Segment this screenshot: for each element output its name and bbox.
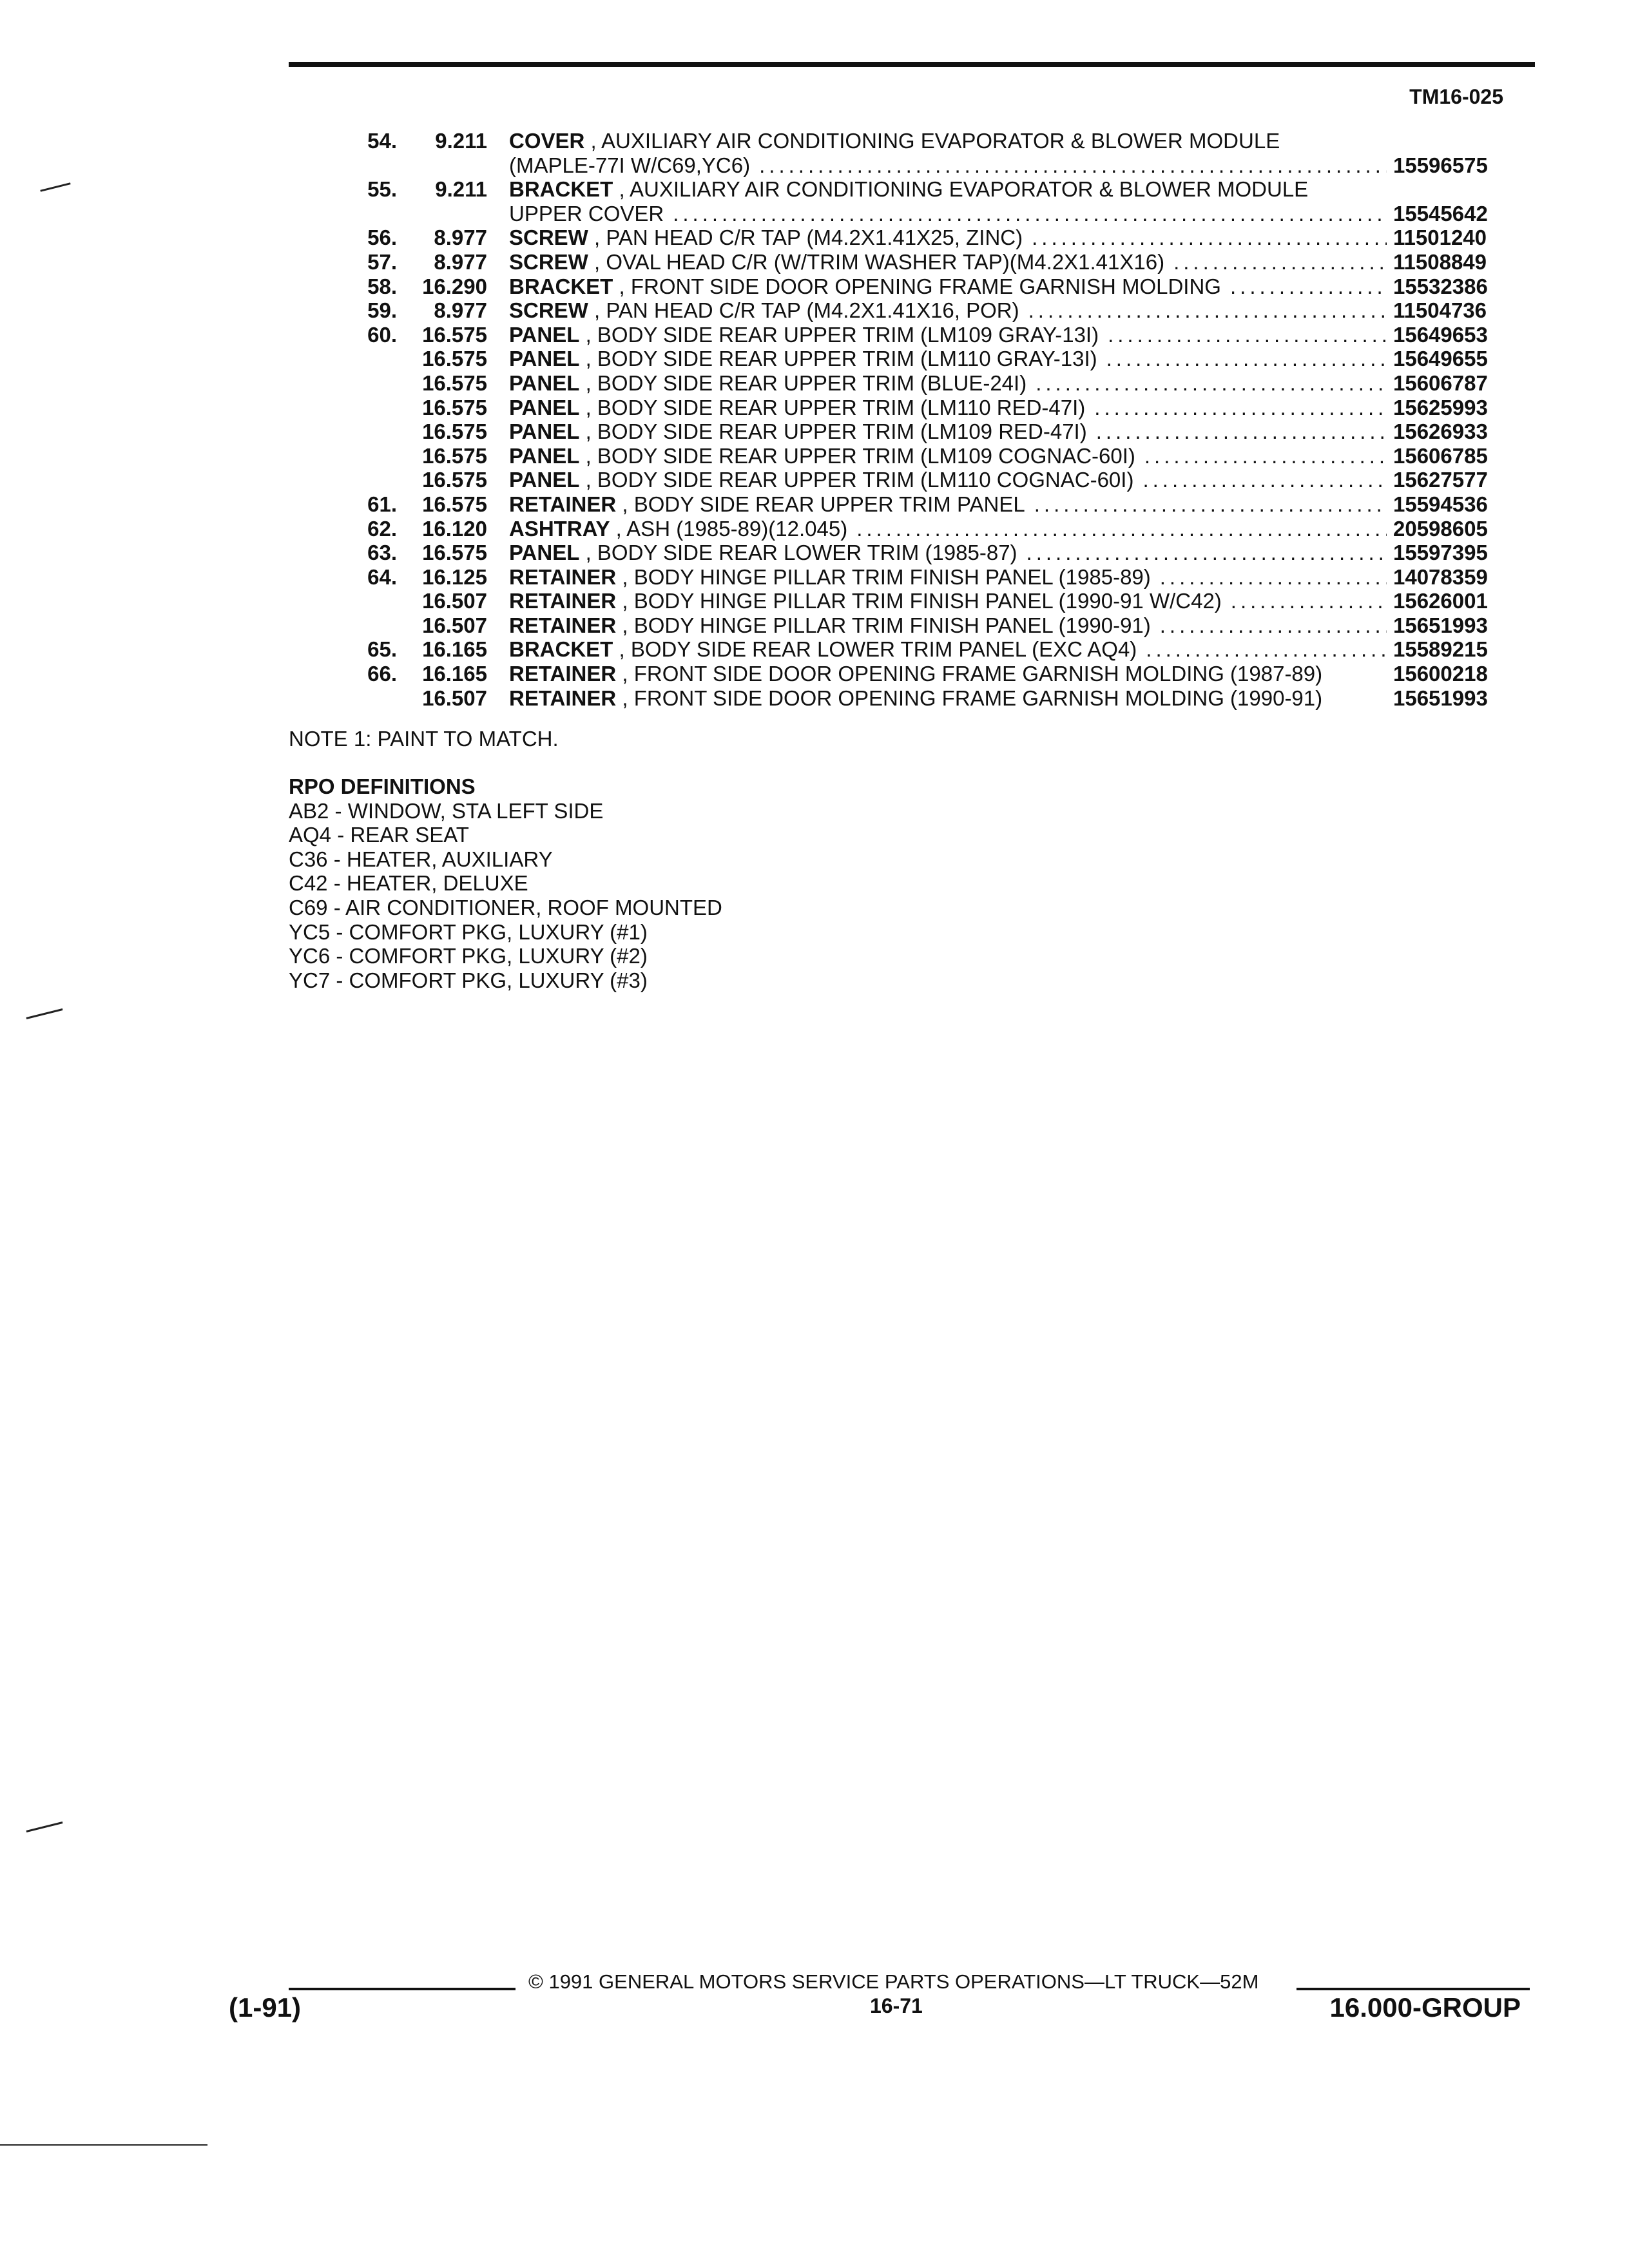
part-description (509, 613, 1387, 638)
dot-leader (1027, 541, 1387, 565)
part-detail: , BODY SIDE REAR LOWER TRIM (1985-87) (579, 541, 1017, 565)
part-detail: , AUXILIARY AIR CONDITIONING EVAPORATOR & BLOWER MODULE (584, 129, 1280, 153)
part-number: 15627577 (1393, 468, 1488, 492)
part-number: 14078359 (1393, 564, 1488, 589)
part-detail: , BODY SIDE REAR UPPER TRIM (LM110 RED-47I) (579, 395, 1086, 419)
part-description (509, 298, 1387, 323)
part-description (509, 517, 1387, 541)
part-description (509, 250, 1387, 274)
group-number: 16.575 (422, 419, 487, 444)
group-label: 16.000-GROUP (1329, 1992, 1521, 2023)
margin-mark (26, 1821, 63, 1832)
part-detail: , AUXILIARY AIR CONDITIONING EVAPORATOR & BLOWER MODULE (613, 177, 1309, 202)
part-description (509, 396, 1387, 420)
group-number: 16.575 (422, 492, 487, 516)
part-detail: , OVAL HEAD C/R (W/TRIM WASHER TAP)(M4.2X1.41X16) (588, 249, 1165, 274)
part-row (0, 396, 1629, 420)
part-row (0, 177, 1629, 202)
item-number: 55. (367, 177, 397, 202)
part-number: 15625993 (1393, 395, 1488, 419)
part-description (509, 371, 1387, 396)
part-keyword: SCREW (509, 298, 588, 323)
dot-leader (1028, 298, 1387, 323)
document-code: TM16-025 (1409, 85, 1503, 108)
part-keyword: PANEL (509, 370, 580, 395)
dot-leader (1160, 613, 1387, 638)
group-number: 16.507 (422, 686, 487, 710)
part-row (0, 250, 1629, 274)
footer-rule-right (1296, 1988, 1530, 1990)
part-keyword: BRACKET (509, 274, 613, 298)
group-number: 16.575 (422, 468, 487, 492)
part-row (0, 274, 1629, 299)
part-number: 15626933 (1393, 419, 1488, 444)
group-number: 16.120 (422, 516, 487, 541)
dot-leader (1096, 419, 1387, 444)
item-number: 56. (367, 226, 397, 250)
item-number: 62. (367, 516, 397, 541)
dot-leader (1144, 444, 1387, 468)
rpo-item: AB2 - WINDOW, STA LEFT SIDE (289, 798, 604, 823)
group-number: 8.977 (434, 298, 487, 323)
part-row (0, 541, 1629, 565)
item-number: 59. (367, 298, 397, 323)
date-code: (1-91) (229, 1992, 302, 2023)
part-row (0, 492, 1629, 517)
dot-leader (1108, 323, 1387, 347)
top-rule (289, 62, 1535, 67)
part-description (509, 226, 1387, 250)
part-detail: , BODY HINGE PILLAR TRIM FINISH PANEL (1990-91) (616, 613, 1151, 637)
part-detail: , BODY SIDE REAR UPPER TRIM (LM110 COGNAC-60I) (579, 468, 1134, 492)
part-row (0, 468, 1629, 492)
part-row (0, 371, 1629, 396)
rpo-item: AQ4 - REAR SEAT (289, 823, 469, 847)
part-detail: , BODY HINGE PILLAR TRIM FINISH PANEL (1990-91 W/C42) (616, 589, 1222, 613)
part-keyword: RETAINER (509, 686, 617, 710)
part-number: 15545642 (1393, 201, 1488, 226)
part-row (0, 129, 1629, 153)
part-detail: , BODY SIDE REAR UPPER TRIM (BLUE-24I) (579, 370, 1027, 395)
part-number: 15651993 (1393, 613, 1488, 637)
group-number: 8.977 (434, 249, 487, 274)
part-description (509, 202, 1387, 226)
part-number: 15606787 (1393, 370, 1488, 395)
dot-leader (673, 202, 1387, 226)
part-keyword: BRACKET (509, 177, 613, 202)
part-detail: , FRONT SIDE DOOR OPENING FRAME GARNISH MOLDING (1987-89) (616, 662, 1323, 686)
part-number: 15600218 (1393, 662, 1488, 686)
rpo-item: C69 - AIR CONDITIONER, ROOF MOUNTED (289, 895, 722, 919)
rpo-item: C36 - HEATER, AUXILIARY (289, 847, 553, 871)
dot-leader (1231, 589, 1387, 613)
group-number: 16.575 (422, 443, 487, 468)
part-row (0, 686, 1629, 711)
part-description (509, 541, 1387, 565)
group-number: 16.507 (422, 589, 487, 613)
part-description (509, 419, 1387, 444)
part-description (509, 662, 1387, 686)
part-description (509, 565, 1387, 590)
part-row (0, 226, 1629, 250)
item-number: 58. (367, 274, 397, 298)
part-description (509, 589, 1387, 613)
part-description (509, 686, 1387, 711)
group-number: 16.575 (422, 322, 487, 347)
dot-leader (759, 153, 1387, 178)
part-number: 15532386 (1393, 274, 1488, 298)
item-number: 63. (367, 541, 397, 565)
part-keyword: RETAINER (509, 662, 617, 686)
parts-list (0, 129, 1629, 710)
dot-leader (1160, 565, 1387, 590)
copyright-line: © 1991 GENERAL MOTORS SERVICE PARTS OPERATIONS—LT TRUCK—52M (528, 1970, 1259, 1993)
dot-leader (1142, 468, 1387, 492)
part-keyword: PANEL (509, 443, 580, 468)
dot-leader (1106, 347, 1387, 371)
rpo-item: YC7 - COMFORT PKG, LUXURY (#3) (289, 968, 648, 992)
part-keyword: ASHTRAY (509, 516, 610, 541)
group-number: 9.211 (435, 177, 487, 202)
group-number: 16.165 (422, 637, 487, 662)
part-detail: , BODY SIDE REAR UPPER TRIM (LM109 GRAY-13I) (579, 322, 1099, 347)
part-number: 15596575 (1393, 153, 1488, 177)
margin-mark (0, 2144, 207, 2146)
part-detail: , PAN HEAD C/R TAP (M4.2X1.41X25, ZINC) (588, 226, 1023, 250)
item-number: 64. (367, 564, 397, 589)
item-number: 66. (367, 662, 397, 686)
item-number: 61. (367, 492, 397, 516)
part-description (509, 637, 1387, 662)
part-description (509, 323, 1387, 347)
part-keyword: PANEL (509, 347, 580, 371)
part-detail: , BODY SIDE REAR UPPER TRIM (LM109 RED-47I) (579, 419, 1087, 444)
group-number: 16.290 (422, 274, 487, 298)
part-number: 20598605 (1393, 516, 1488, 541)
part-detail: , FRONT SIDE DOOR OPENING FRAME GARNISH MOLDING (1990-91) (616, 686, 1323, 710)
note: NOTE 1: PAINT TO MATCH. (289, 727, 559, 751)
item-number: 60. (367, 322, 397, 347)
dot-leader (1034, 492, 1387, 517)
part-row (0, 202, 1629, 226)
part-description (509, 177, 1387, 202)
group-number: 16.575 (422, 347, 487, 371)
part-description (509, 468, 1387, 492)
part-row (0, 613, 1629, 638)
item-number: 57. (367, 249, 397, 274)
dot-leader (1094, 396, 1387, 420)
part-number: 11508849 (1393, 249, 1487, 274)
part-keyword: SCREW (509, 226, 588, 250)
dot-leader (1173, 250, 1387, 274)
part-row (0, 637, 1629, 662)
part-keyword: PANEL (509, 541, 580, 565)
part-row (0, 419, 1629, 444)
part-number: 15649653 (1393, 322, 1488, 347)
part-row (0, 565, 1629, 590)
group-number: 9.211 (435, 129, 487, 153)
part-number: 15597395 (1393, 541, 1488, 565)
part-description (509, 274, 1387, 299)
part-number: 11504736 (1393, 298, 1487, 323)
part-number: 11501240 (1393, 226, 1487, 250)
part-keyword: SCREW (509, 249, 588, 274)
group-number: 16.575 (422, 395, 487, 419)
part-description (509, 347, 1387, 371)
dot-leader (1146, 637, 1387, 662)
dot-leader (1230, 274, 1387, 299)
part-row (0, 153, 1629, 178)
part-row (0, 517, 1629, 541)
part-description (509, 129, 1387, 153)
margin-mark (26, 1008, 63, 1019)
part-number: 15589215 (1393, 637, 1488, 662)
part-keyword: PANEL (509, 322, 580, 347)
part-keyword: RETAINER (509, 564, 617, 589)
rpo-item: C42 - HEATER, DELUXE (289, 871, 528, 896)
part-detail: , BODY SIDE REAR UPPER TRIM (LM110 GRAY-13I) (579, 347, 1097, 371)
footer-rule-left (289, 1988, 516, 1990)
part-number: 15606785 (1393, 443, 1488, 468)
part-keyword: PANEL (509, 395, 580, 419)
part-number: 15594536 (1393, 492, 1488, 516)
part-keyword: BRACKET (509, 637, 613, 662)
part-detail: , PAN HEAD C/R TAP (M4.2X1.41X16, POR) (588, 298, 1019, 323)
part-detail: , BODY HINGE PILLAR TRIM FINISH PANEL (1985-89) (616, 564, 1151, 589)
part-keyword: PANEL (509, 419, 580, 444)
dot-leader (856, 517, 1387, 541)
part-row (0, 662, 1629, 686)
group-number: 16.575 (422, 370, 487, 395)
part-number: 15626001 (1393, 589, 1488, 613)
page-number: 16-71 (870, 1994, 923, 2017)
group-number: 16.125 (422, 564, 487, 589)
dot-leader (1036, 371, 1387, 396)
rpo-item: YC5 - COMFORT PKG, LUXURY (#1) (289, 919, 648, 944)
part-keyword: RETAINER (509, 613, 617, 637)
part-keyword: COVER (509, 129, 585, 153)
part-number: 15649655 (1393, 347, 1488, 371)
part-row (0, 444, 1629, 468)
part-description (509, 444, 1387, 468)
part-number: 15651993 (1393, 686, 1488, 710)
part-row (0, 347, 1629, 371)
rpo-heading: RPO DEFINITIONS (289, 774, 476, 798)
dot-leader (1032, 226, 1387, 250)
part-detail: (MAPLE-77I W/C69,YC6) (509, 153, 751, 177)
group-number: 8.977 (434, 226, 487, 250)
part-keyword: RETAINER (509, 589, 617, 613)
part-detail: , BODY SIDE REAR UPPER TRIM PANEL (616, 492, 1025, 516)
part-detail: , FRONT SIDE DOOR OPENING FRAME GARNISH MOLDING (613, 274, 1221, 298)
part-row (0, 323, 1629, 347)
group-number: 16.575 (422, 541, 487, 565)
group-number: 16.507 (422, 613, 487, 637)
part-description (509, 153, 1387, 178)
rpo-item: YC6 - COMFORT PKG, LUXURY (#2) (289, 944, 648, 968)
part-detail: , BODY SIDE REAR UPPER TRIM (LM109 COGNAC-60I) (579, 443, 1135, 468)
rpo-definitions (289, 774, 722, 992)
item-number: 54. (367, 129, 397, 153)
part-description (509, 492, 1387, 517)
part-row (0, 298, 1629, 323)
part-detail: , BODY SIDE REAR LOWER TRIM PANEL (EXC AQ4) (613, 637, 1137, 662)
item-number: 65. (367, 637, 397, 662)
part-detail: UPPER COVER (509, 201, 664, 226)
group-number: 16.165 (422, 662, 487, 686)
part-row (0, 589, 1629, 613)
part-detail: , ASH (1985-89)(12.045) (610, 516, 848, 541)
part-keyword: PANEL (509, 468, 580, 492)
part-keyword: RETAINER (509, 492, 617, 516)
